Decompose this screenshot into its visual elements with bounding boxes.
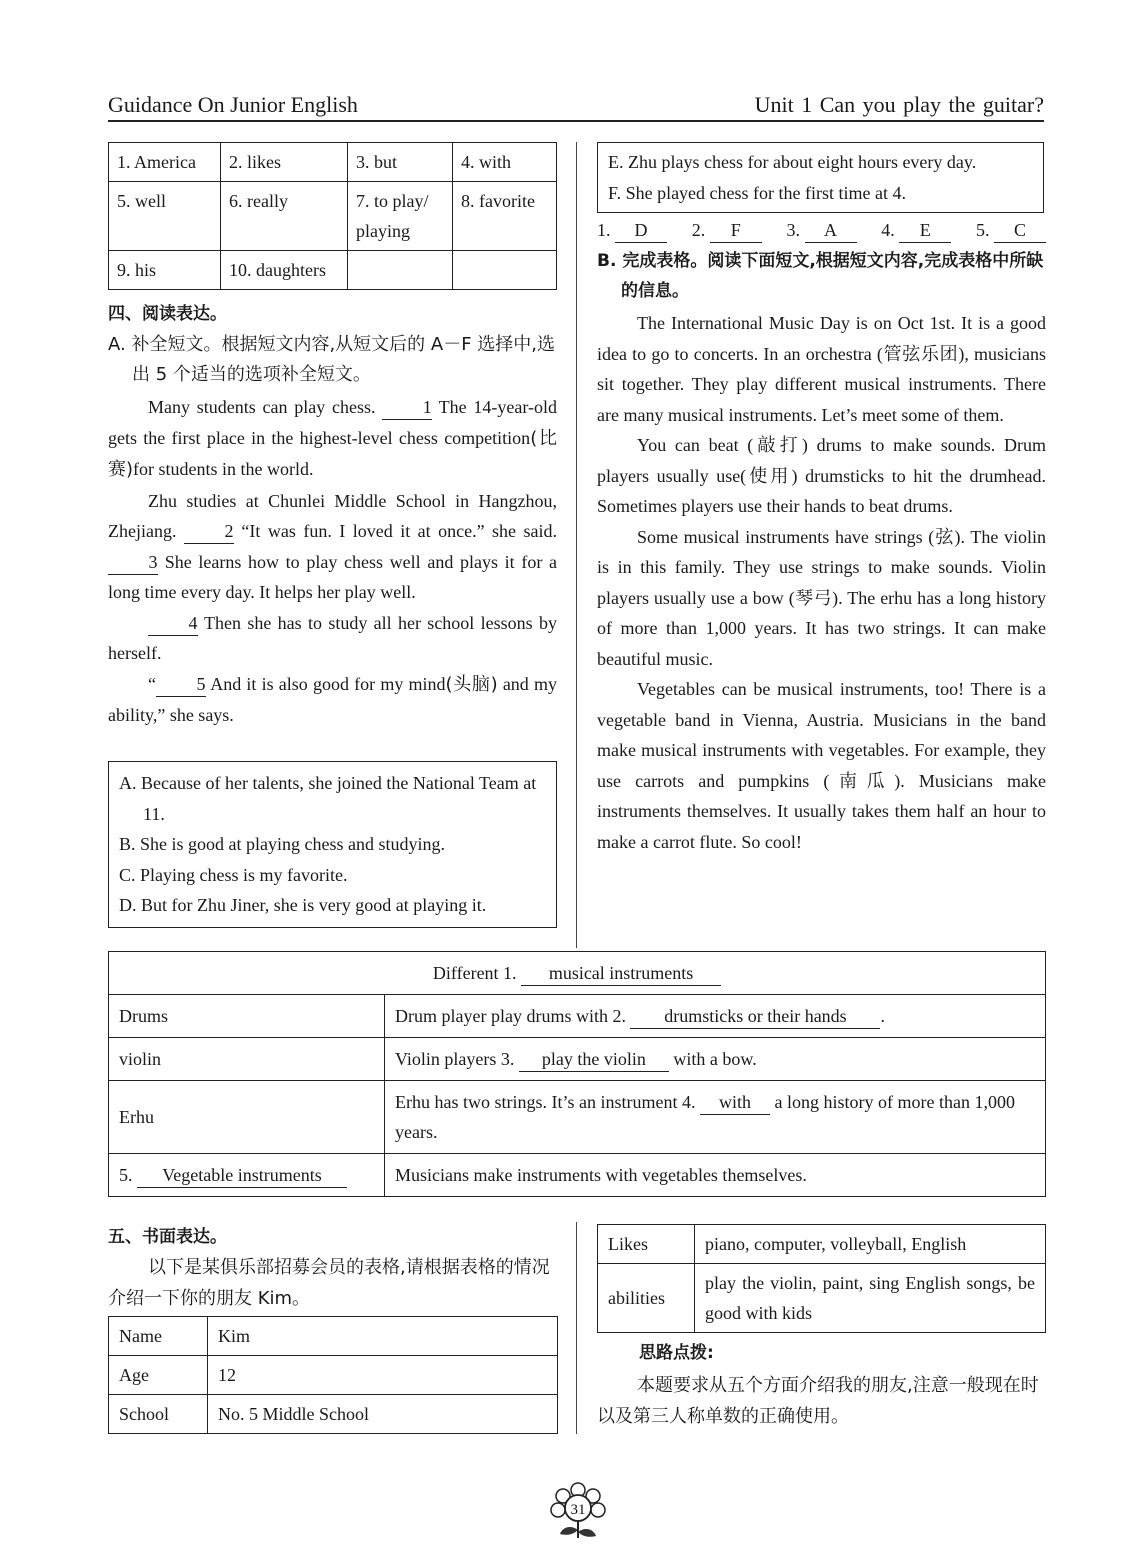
passage-b-paragraph-2: You can beat (敲打) drums to make sounds. Drum players usually use(使用) drumsticks to hit the drumhead. Sometimes players use their hands to beat drums. (597, 435, 1046, 516)
table-cell: Kim (208, 1317, 558, 1356)
table-cell: Drums (109, 995, 385, 1038)
section-4-title: 四、阅读表达。 (108, 304, 227, 324)
table-row (109, 1081, 1046, 1154)
likes-abilities-table (597, 1224, 1046, 1333)
column-divider-lower (576, 1222, 577, 1434)
table-cell: Musicians make instruments with vegetables themselves. (385, 1154, 1046, 1197)
table-cell: play the violin, paint, sing English songs, be good with kids (695, 1264, 1046, 1333)
tips (597, 1338, 1046, 1432)
instruments-table (108, 951, 1046, 1197)
header-rule (108, 120, 1044, 122)
table-cell: 5. Vegetable instruments (109, 1154, 385, 1197)
answers-line (597, 216, 1046, 244)
table-cell (453, 251, 557, 290)
answer-blank: 3 (108, 550, 158, 575)
option-item: C. Playing chess is my favorite. (119, 864, 348, 885)
option-item: A. Because of her talents, she joined the National Team at 11. (119, 773, 537, 824)
passage-paragraph-1 (108, 392, 557, 486)
table-cell (348, 251, 453, 290)
member-info-table (108, 1316, 558, 1434)
passage-text: The 14-year-old gets the first place in the highest-level chess competition (108, 397, 558, 448)
table-cell: 12 (208, 1356, 558, 1395)
table-row (109, 143, 557, 182)
page-number: 31 (570, 1502, 586, 1518)
column-divider (576, 142, 577, 948)
table-row (109, 1356, 558, 1395)
tips-text: 本题要求从五个方面介绍我的朋友,注意一般现在时以及第三人称单数的正确使用。 (597, 1375, 1039, 1427)
section-5-instruction: 以下是某俱乐部招募会员的表格,请根据表格的情况介绍一下你的朋友 Kim。 (108, 1257, 550, 1309)
table-cell: Erhu has two strings. It’s an instrument 4. with a long history of more than 1,000 years. (385, 1081, 1046, 1154)
table-row (109, 1317, 558, 1356)
section-5 (108, 1222, 557, 1314)
options-box (108, 761, 557, 928)
table-cell: 7. to play/ playing (348, 182, 453, 251)
passage-text-cn: (头脑) (445, 673, 498, 695)
table-cell: School (109, 1395, 208, 1434)
answer-blank: drumsticks or their hands (630, 1004, 880, 1029)
running-header-left: Guidance On Junior English (108, 92, 358, 117)
passage-b-paragraph-1: The International Music Day is on Oct 1st. It is a good idea to go to concerts. In an orchestra (管弦乐团), musicians sit together. They play different musical instruments. There are many musical instruments. Let’s meet some of them. (597, 313, 1046, 425)
table-row (598, 1225, 1046, 1264)
passage-text: and my ability,” she says. (108, 673, 557, 725)
table-cell: Violin players 3. play the violin with a bow. (385, 1038, 1046, 1081)
table-cell: 5. well (109, 182, 221, 251)
passage-paragraph-2 (108, 486, 557, 608)
table-cell: piano, computer, volleyball, English (695, 1225, 1046, 1264)
answer-blank: 2 (184, 519, 234, 544)
passage-text: “It was fun. I loved it at once.” she said. (241, 521, 558, 541)
table-cell: 6. really (221, 182, 348, 251)
passage-text-cn: (比赛) (108, 427, 557, 480)
table-cell: Drum player play drums with 2. drumsticks or their hands . (385, 995, 1046, 1038)
running-header-right: Unit 1 Can you play the guitar? (754, 92, 1044, 117)
answer-item: 3. A (787, 216, 857, 244)
table-cell: Age (109, 1356, 208, 1395)
option-item: F. She played chess for the first time at 4. (608, 182, 906, 203)
part-b (597, 246, 1046, 857)
passage-text: Zhu studies at Chunlei Middle School in Hangzhou, Zhejiang. (108, 490, 557, 541)
table-cell: Name (109, 1317, 208, 1356)
tips-title: 思路点拨: (639, 1343, 714, 1363)
part-b-instruction: B. 完成表格。阅读下面短文,根据短文内容,完成表格中所缺的信息。 (597, 251, 1044, 301)
option-item: D. But for Zhu Jiner, she is very good at playing it. (119, 895, 487, 915)
section-5-title: 五、书面表达。 (108, 1227, 227, 1247)
answer-grid (108, 142, 557, 290)
answer-blank: Vegetable instruments (137, 1163, 347, 1188)
table-row (109, 251, 557, 290)
table-row (109, 995, 1046, 1038)
passage-paragraph-4 (108, 669, 557, 731)
table-cell: Erhu (109, 1081, 385, 1154)
passage-text: And it is also good for my mind (210, 673, 446, 694)
table-head-cell: Different 1. musical instruments (109, 952, 1046, 995)
table-cell: abilities (598, 1264, 695, 1333)
table-row (109, 1154, 1046, 1197)
section-4-left (108, 300, 557, 731)
answer-blank: 5 (156, 672, 206, 697)
answer-item: 1. D (597, 216, 667, 244)
passage-text: for students in the world. (133, 459, 314, 479)
table-row (109, 952, 1046, 995)
answer-item: 5. C (976, 216, 1046, 244)
table-cell: 8. favorite (453, 182, 557, 251)
passage-text: She learns how to play chess well and plays it for a long time every day. It helps her play well. (108, 551, 558, 602)
answer-blank: 4 (148, 611, 198, 636)
table-cell: 2. likes (221, 143, 348, 182)
table-cell: 10. daughters (221, 251, 348, 290)
answer-blank: 1 (382, 395, 432, 420)
table-cell: Likes (598, 1225, 695, 1264)
table-row (109, 1038, 1046, 1081)
passage-text: Then she has to study all her school lessons by herself. (108, 612, 557, 663)
answer-item: 2. F (692, 216, 762, 244)
passage-b-paragraph-3: Some musical instruments have strings (弦). The violin is in this family. They use strings to make sounds. Violin players usually use a bow (琴弓). The erhu has a long history of more than 1,000 years. It has two strings. It can make beautiful music. (597, 526, 1046, 669)
table-cell: 9. his (109, 251, 221, 290)
table-cell: 3. but (348, 143, 453, 182)
passage-paragraph-3 (108, 608, 557, 669)
table-cell: 4. with (453, 143, 557, 182)
answer-item: 4. E (881, 216, 951, 244)
answer-blank: with (700, 1090, 770, 1115)
passage-text: “ (148, 673, 156, 694)
table-row (109, 1395, 558, 1434)
passage-b-paragraph-4: Vegetables can be musical instruments, too! There is a vegetable band in Vienna, Austria. Musicians in the band make musical instruments with vegetables. For example, they use carrots and pumpkins (南瓜). Musicians make instruments themselves. It usually takes them half an hour to make a carrot flute. So cool! (597, 679, 1046, 852)
option-item: B. She is good at playing chess and studying. (119, 834, 445, 854)
table-row (109, 182, 557, 251)
options-box-continued (597, 142, 1044, 213)
part-a-instruction: A. 补全短文。根据短文内容,从短文后的 A－F 选择中,选出 5 个适当的选项补全短文。 (108, 334, 555, 385)
option-item: E. Zhu plays chess for about eight hours every day. (608, 152, 977, 172)
answer-blank: play the violin (519, 1047, 669, 1072)
page-number-flower-icon (548, 1482, 608, 1542)
passage-text: Many students can play chess. (148, 397, 376, 417)
table-cell: 1. America (109, 143, 221, 182)
table-cell: No. 5 Middle School (208, 1395, 558, 1434)
answer-blank: musical instruments (521, 961, 721, 986)
table-cell: violin (109, 1038, 385, 1081)
table-row (598, 1264, 1046, 1333)
